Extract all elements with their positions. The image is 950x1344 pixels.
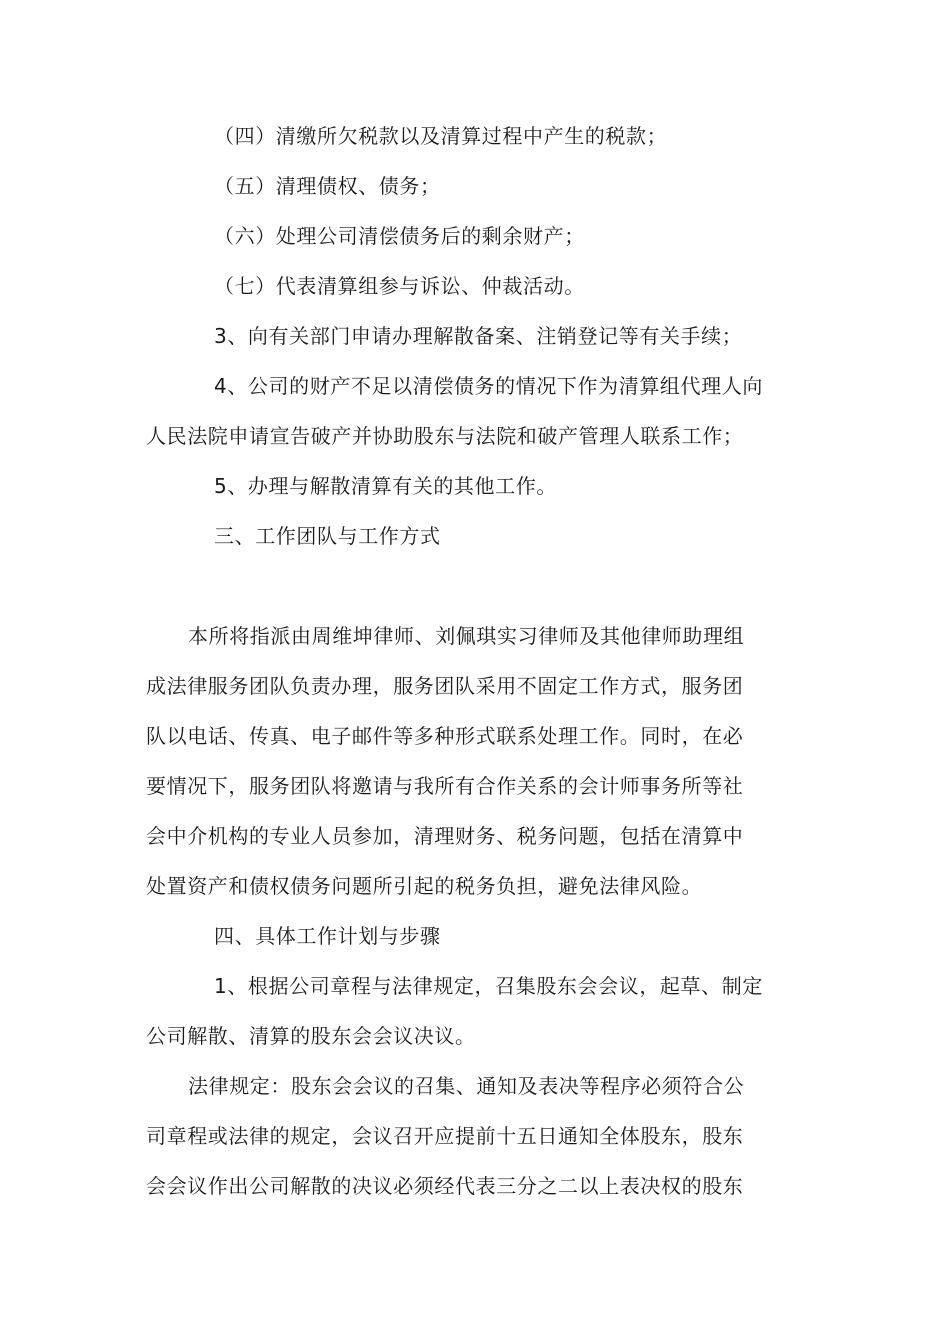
text-line: 会中介机构的专业人员参加，清理财务、税务问题，包括在清算中 [146,824,744,848]
section-heading: 四、具体工作计划与步骤 [214,924,441,948]
text-line: 人民法院申请宣告破产并协助股东与法院和破产管理人联系工作； [146,424,744,448]
text-line: 会会议作出公司解散的决议必须经代表三分之二以上表决权的股东 [146,1174,744,1198]
section-heading: 三、工作团队与工作方式 [214,524,441,548]
text-line: 1、根据公司章程与法律规定，召集股东会会议，起草、制定 [214,974,763,998]
text-line: （五）清理债权、债务； [214,174,441,198]
text-line: 成法律服务团队负责办理，服务团队采用不固定工作方式，服务团 [146,674,744,698]
text-line: 3、向有关部门申请办理解散备案、注销登记等有关手续； [214,324,743,348]
text-line: 要情况下，服务团队将邀请与我所有合作关系的会计师事务所等社 [146,774,744,798]
text-line: 司章程或法律的规定，会议召开应提前十五日通知全体股东，股东 [146,1124,744,1148]
text-line: 队以电话、传真、电子邮件等多种形式联系处理工作。同时，在必 [146,724,744,748]
text-line: （六）处理公司清偿债务后的剩余财产； [214,224,585,248]
text-line: 法律规定：股东会会议的召集、通知及表决等程序必须符合公 [188,1074,745,1098]
text-line: 5、办理与解散清算有关的其他工作。 [214,474,557,498]
text-line: （四）清缴所欠税款以及清算过程中产生的税款； [214,124,668,148]
text-line: 处置资产和债权债务问题所引起的税务负担，避免法律风险。 [146,874,703,898]
text-line: 4、公司的财产不足以清偿债务的情况下作为清算组代理人向 [214,374,763,398]
text-line: （七）代表清算组参与诉讼、仲裁活动。 [214,274,585,298]
text-line: 本所将指派由周维坤律师、刘佩琪实习律师及其他律师助理组 [188,624,745,648]
text-line: 公司解散、清算的股东会会议决议。 [146,1024,476,1048]
